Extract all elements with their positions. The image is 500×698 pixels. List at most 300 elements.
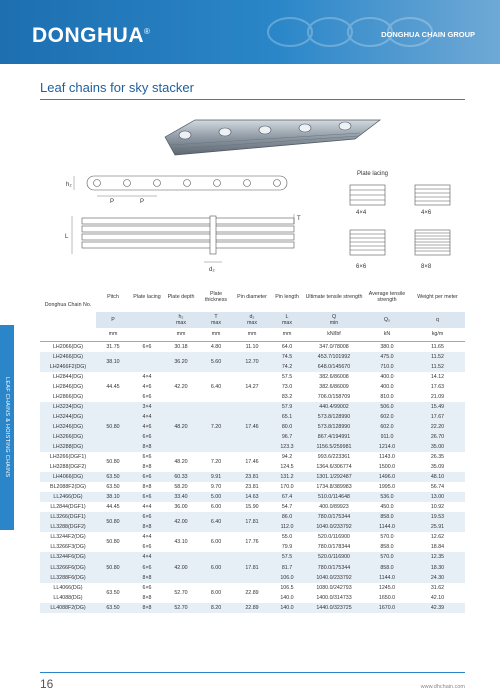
col-header-thickness: Plate thickness xyxy=(204,290,228,303)
cell-thickness xyxy=(198,552,234,562)
cell-avg-tensile: 602.0 xyxy=(364,422,410,432)
cell-lacing: 3×4 xyxy=(130,402,164,412)
cell-depth xyxy=(164,442,198,452)
cell-tensile: 440.4/99002 xyxy=(304,402,364,412)
cell-pin-length: 106.0 xyxy=(270,573,304,583)
cell-tensile: 573.8/128990 xyxy=(304,412,364,422)
chain-dimension-drawing xyxy=(62,168,317,276)
cell-pitch: 38.10 xyxy=(96,492,130,502)
cell-weight: 21.09 xyxy=(410,392,465,402)
cell-pin-length: 94.2 xyxy=(270,452,304,462)
cell-thickness: 5.00 xyxy=(198,492,234,502)
plate-lacing-diagrams xyxy=(345,180,465,275)
unit-empty-2 xyxy=(130,328,164,341)
cell-pin-length: 81.7 xyxy=(270,562,304,572)
cell-weight: 22.20 xyxy=(410,422,465,432)
cell-pitch: 50.80 xyxy=(96,532,130,552)
cell-thickness xyxy=(198,442,234,452)
cell-tensile: 706.0/158709 xyxy=(304,392,364,402)
cell-avg-tensile: 1144.0 xyxy=(364,573,410,583)
table-row xyxy=(40,372,465,382)
cell-chain-no: LH3288(DGF2) xyxy=(40,462,96,472)
col-header-avg-tensile: Average tensile strength xyxy=(368,290,406,303)
cell-avg-tensile: 1214.0 xyxy=(364,442,410,452)
leaf-chain-photo xyxy=(155,115,385,160)
cell-thickness: 8.00 xyxy=(198,583,234,603)
cell-thickness xyxy=(198,432,234,442)
cell-pin-length: 57.5 xyxy=(270,372,304,382)
cell-pin-length: 106.5 xyxy=(270,583,304,593)
cell-pin-length: 131.2 xyxy=(270,472,304,482)
cell-avg-tensile: 570.0 xyxy=(364,552,410,562)
lacing-label-4x4: 4×4 xyxy=(356,210,367,216)
cell-weight: 25.91 xyxy=(410,522,465,532)
cell-pitch xyxy=(96,432,130,442)
table-row xyxy=(40,392,465,402)
table-row xyxy=(40,562,465,572)
cell-pin-length: 55.0 xyxy=(270,532,304,542)
cell-pitch: 63.50 xyxy=(96,603,130,613)
cell-thickness: 6.00 xyxy=(198,502,234,512)
cell-pitch xyxy=(96,392,130,402)
cell-chain-no: LH4066(DG) xyxy=(40,472,96,482)
cell-lacing: 8×8 xyxy=(130,442,164,452)
cell-pin-length: 65.1 xyxy=(270,412,304,422)
cell-pitch xyxy=(96,552,130,562)
page-title: Leaf chains for sky stacker xyxy=(40,80,194,95)
cell-thickness: 9.70 xyxy=(198,482,234,492)
cell-chain-no: LH2846(DG) xyxy=(40,382,96,392)
plate-lacing-title: Plate lacing xyxy=(357,171,389,177)
cell-pin-length: 83.2 xyxy=(270,392,304,402)
cell-chain-no: LL3266F6(DG) xyxy=(40,562,96,572)
cell-avg-tensile: 1670.0 xyxy=(364,603,410,613)
table-row xyxy=(40,402,465,412)
cell-avg-tensile: 475.0 xyxy=(364,352,410,362)
cell-lacing xyxy=(130,352,164,362)
cell-pitch: 63.50 xyxy=(96,472,130,482)
cell-pin-length: 96.7 xyxy=(270,432,304,442)
cell-lacing: 4×4 xyxy=(130,502,164,512)
cell-chain-no: LL3288(DGF2) xyxy=(40,522,96,532)
cell-chain-no: LH3234(DG) xyxy=(40,402,96,412)
pitch-label-2: P xyxy=(140,199,145,205)
table-row xyxy=(40,382,465,392)
cell-depth xyxy=(164,392,198,402)
cell-pin-diameter xyxy=(234,372,270,382)
cell-pin-length: 74.5 xyxy=(270,352,304,362)
cell-avg-tensile: 1650.0 xyxy=(364,593,410,603)
cell-pitch: 31.75 xyxy=(96,341,130,352)
cell-pin-diameter xyxy=(234,392,270,402)
cell-lacing: 6×6 xyxy=(130,583,164,593)
table-row xyxy=(40,502,465,512)
cell-avg-tensile: 710.0 xyxy=(364,362,410,372)
sym-empty xyxy=(130,312,164,328)
cell-pin-diameter: 17.46 xyxy=(234,422,270,432)
cell-tensile: 1156.5/259981 xyxy=(304,442,364,452)
cell-thickness: 7.20 xyxy=(198,422,234,432)
sym-q0: Q₀ xyxy=(364,312,410,328)
cell-depth xyxy=(164,372,198,382)
cell-lacing: 6×6 xyxy=(130,512,164,522)
cell-avg-tensile: 570.0 xyxy=(364,532,410,542)
cell-thickness xyxy=(198,392,234,402)
cell-tensile: 347.0/78008 xyxy=(304,341,364,352)
cell-tensile: 867.4/194991 xyxy=(304,432,364,442)
cell-depth xyxy=(164,552,198,562)
cell-tensile: 1364.6/306774 xyxy=(304,462,364,472)
cell-weight: 56.74 xyxy=(410,482,465,492)
table-row xyxy=(40,583,465,593)
d2-label: d₂ xyxy=(209,267,215,273)
cell-avg-tensile: 911.0 xyxy=(364,432,410,442)
cell-weight: 17.63 xyxy=(410,382,465,392)
cell-pitch: 63.50 xyxy=(96,583,130,603)
length-label: L xyxy=(65,234,69,240)
cell-weight: 35.00 xyxy=(410,442,465,452)
cell-lacing: 4×4 xyxy=(130,532,164,542)
unit-empty xyxy=(40,328,96,341)
cell-lacing: 4×6 xyxy=(130,422,164,432)
cell-chain-no: LH3266(DG) xyxy=(40,432,96,442)
h2-label: h₂ xyxy=(66,182,72,188)
cell-weight: 31.62 xyxy=(410,583,465,593)
cell-pin-length: 64.0 xyxy=(270,341,304,352)
cell-pin-length: 170.0 xyxy=(270,482,304,492)
cell-lacing: 4×4 xyxy=(130,372,164,382)
cell-weight: 19.53 xyxy=(410,512,465,522)
cell-weight: 24.30 xyxy=(410,573,465,583)
cell-depth xyxy=(164,432,198,442)
cell-depth: 48.20 xyxy=(164,452,198,472)
col-header-weight: Weight per meter xyxy=(417,293,458,300)
cell-pin-diameter: 17.46 xyxy=(234,452,270,472)
cell-avg-tensile: 1496.0 xyxy=(364,472,410,482)
cell-pin-diameter: 17.76 xyxy=(234,532,270,552)
table-row xyxy=(40,341,465,352)
unit-h2: mm xyxy=(164,328,198,341)
cell-weight: 12.35 xyxy=(410,552,465,562)
cell-pin-diameter xyxy=(234,412,270,422)
lacing-label-6x6: 6×6 xyxy=(356,264,367,270)
cell-pin-diameter: 23.81 xyxy=(234,482,270,492)
cell-chain-no: LH2844(DG) xyxy=(40,372,96,382)
cell-thickness: 7.20 xyxy=(198,452,234,472)
header-banner xyxy=(0,0,500,64)
table-row xyxy=(40,492,465,502)
cell-lacing: 8×8 xyxy=(130,573,164,583)
cell-tensile: 520.0/116900 xyxy=(304,532,364,542)
table-row xyxy=(40,603,465,613)
cell-thickness xyxy=(198,573,234,583)
side-tab-label: LEAF CHAINS & HOISTING CHAINS xyxy=(4,377,10,478)
cell-avg-tensile: 858.0 xyxy=(364,562,410,572)
cell-weight: 11.52 xyxy=(410,362,465,372)
cell-avg-tensile: 1500.0 xyxy=(364,462,410,472)
cell-depth: 30.18 xyxy=(164,341,198,352)
cell-pin-diameter: 11.10 xyxy=(234,341,270,352)
cell-lacing: 6×6 xyxy=(130,542,164,552)
cell-weight: 42.10 xyxy=(410,593,465,603)
cell-weight: 18.30 xyxy=(410,562,465,572)
cell-pin-diameter xyxy=(234,432,270,442)
cell-thickness: 6.00 xyxy=(198,562,234,572)
cell-pin-length: 57.9 xyxy=(270,402,304,412)
sym-q2: q xyxy=(410,312,465,328)
cell-depth: 52.70 xyxy=(164,603,198,613)
cell-avg-tensile: 810.0 xyxy=(364,392,410,402)
cell-lacing: 6×6 xyxy=(130,472,164,482)
cell-lacing: 6×6 xyxy=(130,432,164,442)
cell-chain-no: LH3244(DG) xyxy=(40,412,96,422)
table-row xyxy=(40,573,465,583)
cell-pitch: 50.80 xyxy=(96,422,130,432)
cell-tensile: 453.7/101992 xyxy=(304,352,364,362)
cell-pin-length: 74.2 xyxy=(270,362,304,372)
cell-pin-length: 140.0 xyxy=(270,603,304,613)
cell-avg-tensile: 858.0 xyxy=(364,512,410,522)
cell-pin-length: 140.0 xyxy=(270,593,304,603)
cell-thickness: 6.40 xyxy=(198,382,234,392)
brand-logo: DONGHUA® xyxy=(32,24,151,47)
cell-lacing: 6×6 xyxy=(130,341,164,352)
cell-tensile: 993.6/223361 xyxy=(304,452,364,462)
col-header-pin-diameter: Pin diameter xyxy=(237,293,267,300)
sym-l: L max xyxy=(270,312,304,328)
cell-tensile: 382.6/86008 xyxy=(304,372,364,382)
cell-depth: 33.40 xyxy=(164,492,198,502)
cell-lacing xyxy=(130,362,164,372)
cell-lacing: 4×6 xyxy=(130,382,164,392)
cell-pitch: 50.80 xyxy=(96,562,130,572)
table-row xyxy=(40,422,465,432)
sym-t: T max xyxy=(198,312,234,328)
leaf-chain-spec-table xyxy=(40,282,465,613)
cell-avg-tensile: 1995.0 xyxy=(364,482,410,492)
cell-depth: 36.20 xyxy=(164,352,198,372)
cell-avg-tensile: 1143.0 xyxy=(364,452,410,462)
table-row xyxy=(40,482,465,492)
cell-avg-tensile: 536.0 xyxy=(364,492,410,502)
cell-pin-length: 73.0 xyxy=(270,382,304,392)
cell-pin-length: 54.7 xyxy=(270,502,304,512)
table-row xyxy=(40,552,465,562)
cell-chain-no: LL3288F6(DG) xyxy=(40,573,96,583)
cell-weight: 17.67 xyxy=(410,412,465,422)
title-divider xyxy=(40,99,465,100)
spec-table-body xyxy=(40,341,465,613)
cell-tensile: 400.0/89923 xyxy=(304,502,364,512)
cell-tensile: 510.0/114648 xyxy=(304,492,364,502)
cell-avg-tensile: 400.0 xyxy=(364,382,410,392)
cell-pitch: 50.80 xyxy=(96,512,130,532)
cell-pin-length: 112.0 xyxy=(270,522,304,532)
cell-pin-length: 67.4 xyxy=(270,492,304,502)
cell-avg-tensile: 400.0 xyxy=(364,372,410,382)
cell-weight: 26.35 xyxy=(410,452,465,462)
cell-avg-tensile: 858.0 xyxy=(364,542,410,552)
cell-depth: 58.20 xyxy=(164,482,198,492)
cell-depth: 42.00 xyxy=(164,512,198,532)
cell-lacing: 4×4 xyxy=(130,412,164,422)
lacing-label-8x8: 8×8 xyxy=(421,264,432,270)
cell-depth: 36.00 xyxy=(164,502,198,512)
cell-chain-no: LH2866(DG) xyxy=(40,392,96,402)
cell-avg-tensile: 506.0 xyxy=(364,402,410,412)
cell-tensile: 1040.0/233792 xyxy=(304,573,364,583)
cell-pitch: 38.10 xyxy=(96,352,130,372)
cell-pin-diameter: 22.89 xyxy=(234,603,270,613)
cell-pin-diameter: 23.81 xyxy=(234,472,270,482)
cell-tensile: 780.0/175344 xyxy=(304,562,364,572)
sym-q: Q min xyxy=(304,312,364,328)
cell-pin-diameter xyxy=(234,573,270,583)
cell-chain-no: LL4088(DG) xyxy=(40,593,96,603)
cell-weight: 13.00 xyxy=(410,492,465,502)
unit-q: kN/lbf xyxy=(304,328,364,341)
cell-tensile: 1080.0/242793 xyxy=(304,583,364,593)
cell-chain-no: LL4066(DG) xyxy=(40,583,96,593)
cell-lacing: 8×8 xyxy=(130,522,164,532)
cell-depth: 60.33 xyxy=(164,472,198,482)
cell-tensile: 382.6/86009 xyxy=(304,382,364,392)
footer-divider xyxy=(40,672,465,673)
cell-pin-diameter xyxy=(234,402,270,412)
cell-tensile: 1040.0/233792 xyxy=(304,522,364,532)
cell-thickness: 8.20 xyxy=(198,603,234,613)
cell-lacing: 8×8 xyxy=(130,482,164,492)
cell-thickness: 6.40 xyxy=(198,512,234,532)
page-number: 16 xyxy=(40,677,54,691)
cell-weight: 14.12 xyxy=(410,372,465,382)
cell-chain-no: LH3288(DG) xyxy=(40,442,96,452)
unit-q0: kN xyxy=(364,328,410,341)
cell-chain-no: BL2088F2(DG) xyxy=(40,482,96,492)
group-name: DONGHUA CHAIN GROUP xyxy=(381,30,475,39)
cell-lacing: 8×8 xyxy=(130,603,164,613)
cell-pin-diameter: 22.89 xyxy=(234,583,270,603)
cell-chain-no: LH2466F2(DG) xyxy=(40,362,96,372)
cell-chain-no: LH3246(DG) xyxy=(40,422,96,432)
cell-chain-no: LL3266F3(DG) xyxy=(40,542,96,552)
cell-pin-diameter: 14.27 xyxy=(234,382,270,392)
cell-pin-diameter: 15.90 xyxy=(234,502,270,512)
col-header-tensile: Ultimate tensile strength xyxy=(305,293,363,300)
cell-thickness: 4.80 xyxy=(198,341,234,352)
cell-chain-no: LL2466(DG) xyxy=(40,492,96,502)
sym-h2: h₂ max xyxy=(164,312,198,328)
cell-pitch: 63.50 xyxy=(96,482,130,492)
cell-avg-tensile: 1245.0 xyxy=(364,583,410,593)
cell-pitch: 44.45 xyxy=(96,382,130,392)
cell-pitch: 44.45 xyxy=(96,502,130,512)
col-header-chain-no: Donghua Chain No. xyxy=(44,301,92,308)
cell-chain-no: LH2466(DG) xyxy=(40,352,96,362)
cell-chain-no: LH3266(DGF1) xyxy=(40,452,96,462)
unit-p: mm xyxy=(96,328,130,341)
cell-depth xyxy=(164,412,198,422)
table-row xyxy=(40,412,465,422)
cell-avg-tensile: 380.0 xyxy=(364,341,410,352)
table-row xyxy=(40,442,465,452)
cell-tensile: 1734.8/389983 xyxy=(304,482,364,492)
cell-pin-diameter: 12.70 xyxy=(234,352,270,372)
cell-tensile: 648.0/145670 xyxy=(304,362,364,372)
cell-pitch xyxy=(96,372,130,382)
cell-pin-length: 57.5 xyxy=(270,552,304,562)
lacing-label-4x6: 4×6 xyxy=(421,210,432,216)
cell-pin-diameter xyxy=(234,552,270,562)
cell-depth: 43.10 xyxy=(164,532,198,552)
cell-weight: 15.49 xyxy=(410,402,465,412)
cell-weight: 42.39 xyxy=(410,603,465,613)
cell-thickness xyxy=(198,372,234,382)
cell-tensile: 1301.1/292487 xyxy=(304,472,364,482)
cell-lacing: 8×8 xyxy=(130,593,164,603)
cell-tensile: 520.0/116900 xyxy=(304,552,364,562)
cell-avg-tensile: 602.0 xyxy=(364,412,410,422)
cell-avg-tensile: 450.0 xyxy=(364,502,410,512)
sym-p: P xyxy=(96,312,130,328)
cell-avg-tensile: 1144.0 xyxy=(364,522,410,532)
table-row xyxy=(40,532,465,542)
cell-chain-no: LL3266(DGF1) xyxy=(40,512,96,522)
cell-pin-length: 124.5 xyxy=(270,462,304,472)
cell-pitch xyxy=(96,573,130,583)
cell-weight: 12.62 xyxy=(410,532,465,542)
cell-pin-length: 79.9 xyxy=(270,542,304,552)
table-row xyxy=(40,432,465,442)
cell-pin-length: 123.3 xyxy=(270,442,304,452)
col-header-lacing: Plate lacing xyxy=(133,293,161,300)
cell-pitch: 50.80 xyxy=(96,452,130,472)
cell-lacing: 6×6 xyxy=(130,562,164,572)
cell-lacing: 6×6 xyxy=(130,392,164,402)
cell-weight: 10.92 xyxy=(410,502,465,512)
cell-weight: 26.70 xyxy=(410,432,465,442)
pitch-label-1: P xyxy=(110,199,115,205)
cell-weight: 11.65 xyxy=(410,341,465,352)
cell-lacing: 8×8 xyxy=(130,462,164,472)
cell-depth xyxy=(164,573,198,583)
cell-depth: 42.00 xyxy=(164,562,198,572)
cell-pin-length: 80.0 xyxy=(270,422,304,432)
cell-depth: 42.20 xyxy=(164,382,198,392)
cell-pin-diameter xyxy=(234,442,270,452)
col-header-pin-length: Pin length xyxy=(275,293,299,300)
cell-chain-no: LL4088F2(DG) xyxy=(40,603,96,613)
unit-l: mm xyxy=(270,328,304,341)
cell-chain-no: LL2844(DGF1) xyxy=(40,502,96,512)
col-header-depth: Plate depth xyxy=(167,293,195,300)
cell-thickness: 6.00 xyxy=(198,532,234,552)
cell-tensile: 573.8/128990 xyxy=(304,422,364,432)
cell-thickness: 9.91 xyxy=(198,472,234,482)
cell-pin-diameter: 17.81 xyxy=(234,562,270,572)
cell-weight: 48.10 xyxy=(410,472,465,482)
unit-q2: kg/m xyxy=(410,328,465,341)
cell-tensile: 1400.0/314733 xyxy=(304,593,364,603)
cell-tensile: 780.0/175344 xyxy=(304,512,364,522)
table-row xyxy=(40,452,465,462)
cell-pitch xyxy=(96,412,130,422)
table-row xyxy=(40,512,465,522)
col-header-pitch: Pitch xyxy=(107,293,119,300)
cell-weight: 11.52 xyxy=(410,352,465,362)
cell-tensile: 1440.0/323725 xyxy=(304,603,364,613)
cell-thickness xyxy=(198,402,234,412)
